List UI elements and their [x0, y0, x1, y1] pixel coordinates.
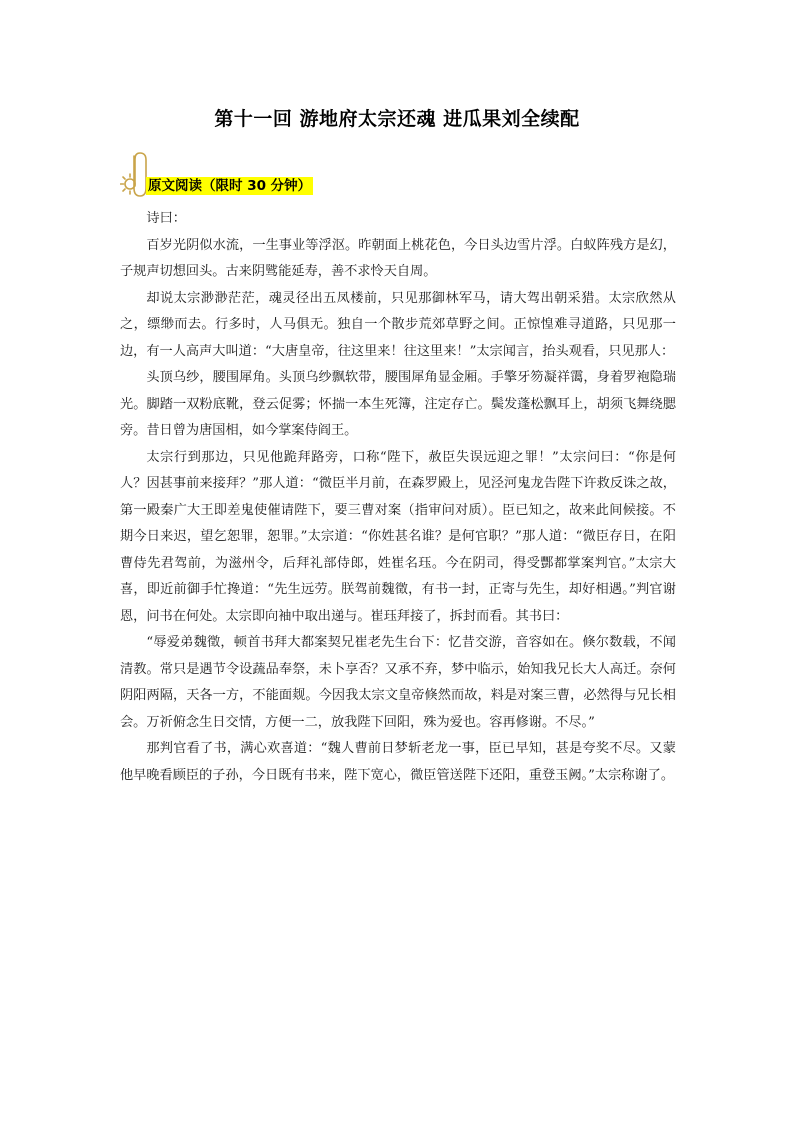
paragraph: 百岁光阴似水流，一生事业等浮沤。昨朝面上桃花色，今日头边雪片浮。白蚁阵残方是幻，子规声切想回头。古来阴骘能延寿，善不求怜天自周。	[120, 237, 676, 279]
paragraph: 那判官看了书，满心欢喜道：“魏人曹前日梦斩老龙一事，臣已早知，甚是夸奖不尽。又蒙他早晚看顾臣的子孙，今日既有书来，陛下宽心，微臣管送陛下还阳，重登玉阙。”太宗称谢了。	[120, 741, 676, 783]
section-label-reading: 原文阅读（限时 30 分钟）	[148, 178, 312, 194]
paperclip-sun-icon	[120, 148, 160, 204]
chapter-title: 第十一回 游地府太宗还魂 进瓜果刘全续配	[214, 108, 580, 130]
paragraph: 太宗行到那边，只见他跪拜路旁，口称“陛下，赦臣失误远迎之罪！”太宗问曰：“你是何人？因甚事前来接拜？”那人道：“微臣半月前，在森罗殿上，见泾河鬼龙告陛下许救反诛之故，第一殿秦广大王即差鬼使催请陛下，要三曹对案（指审问对质）。臣已知之，故来此间候接。不期今日来迟，望乞恕罪，恕罪。”太宗道：“你姓甚名谁？是何官职？”那人道：“微臣存日，在阳曹侍先君驾前，为滋州令，后拜礼部侍郎，姓崔名珏。今在阴司，得受酆都掌案判官。”太宗大喜，即近前御手忙搀道：“先生远劳。朕驾前魏徵，有书一封，正寄与先生，却好相遇。”判官谢恩，问书在何处。太宗即向袖中取出递与。崔珏拜接了，拆封而看。其书曰：	[120, 449, 676, 624]
paragraph: 头顶乌纱，腰围犀角。头顶乌纱飘软带，腰围犀角显金厢。手擎牙笏凝祥霭，身着罗袍隐瑞光。脚踏一双粉底靴，登云促雾；怀揣一本生死簿，注定存亡。鬓发蓬松飘耳上，胡须飞舞绕腮旁。昔日曾为唐国相，如今掌案侍阎王。	[120, 370, 676, 438]
paragraph: 却说太宗渺渺茫茫，魂灵径出五凤楼前，只见那御林军马，请大驾出朝采猎。太宗欣然从之，缥缈而去。行多时，人马俱无。独自一个散步荒郊草野之间。正惊惶难寻道路，只见那一边，有一人高声大叫道：“大唐皇帝，往这里来！往这里来！”太宗闻言，抬头观看，只见那人：	[120, 290, 676, 359]
paragraph: 诗曰：	[146, 211, 186, 226]
article-body	[120, 206, 676, 789]
paragraph: “辱爱弟魏徵，顿首书拜大都案契兄崔老先生台下：忆昔交游，音容如在。倏尔数载，不闻清教。常只是遇节令设蔬品奉祭，未卜享否？又承不弃，梦中临示，始知我兄长大人高迁。奈何阴阳两隔，天各一方，不能面觌。今因我太宗文皇帝倏然而故，料是对案三曹，必然得与兄长相会。万祈俯念生日交情，方便一二，放我陛下回阳，殊为爱也。容再修谢。不尽。”	[120, 635, 676, 730]
